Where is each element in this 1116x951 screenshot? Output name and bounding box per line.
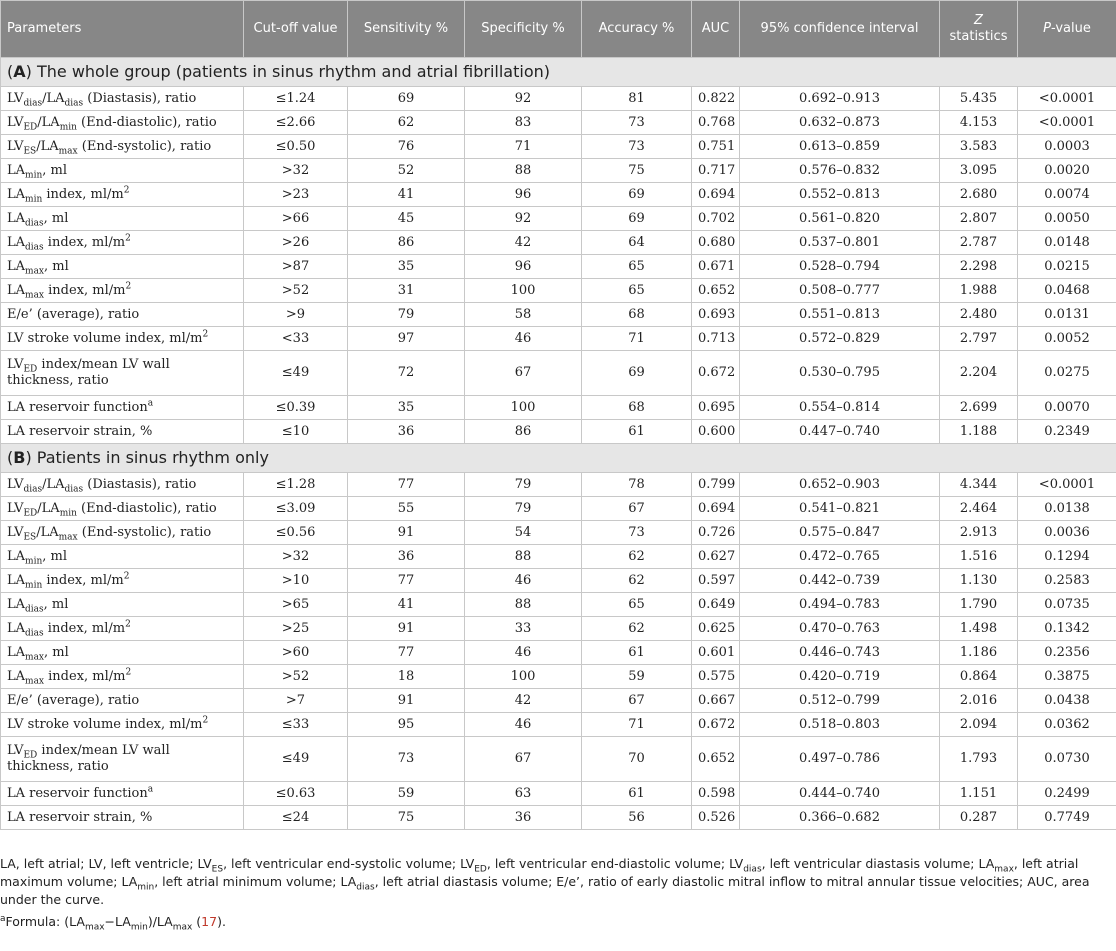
accuracy-cell: 73 [582,135,692,159]
cutoff-cell: >65 [244,593,348,617]
z-cell: 1.188 [940,420,1018,444]
auc-cell: 0.694 [692,183,740,207]
table-row [1,255,1116,279]
parameter-cell: LA reservoir strain, % [1,806,244,830]
parameter-cell: $LA_{max}$, ml [1,641,244,665]
z-cell: 2.094 [940,713,1018,737]
ci-cell: 0.366–0.682 [740,806,940,830]
table-row [1,569,1116,593]
sensitivity-cell: 86 [348,231,465,255]
sensitivity-cell: 79 [348,303,465,327]
ci-cell: 0.518–0.803 [740,713,940,737]
accuracy-cell: 65 [582,593,692,617]
table-row [1,473,1116,497]
p-value-cell: 0.0074 [1018,183,1116,207]
z-cell: 1.186 [940,641,1018,665]
sensitivity-cell: 73 [348,737,465,782]
ci-cell: 0.472–0.765 [740,545,940,569]
table-row [1,641,1116,665]
accuracy-cell: 59 [582,665,692,689]
cutoff-cell: >25 [244,617,348,641]
z-cell: 1.516 [940,545,1018,569]
ci-cell: 0.420–0.719 [740,665,940,689]
section-title: (A) The whole group (patients in sinus rhythm and atrial fibrillation) [1,58,1116,87]
specificity-cell: 92 [465,207,582,231]
specificity-cell: 96 [465,255,582,279]
table-row [1,327,1116,351]
specificity-cell: 79 [465,497,582,521]
parameter-cell: $LA_{max}$, ml [1,255,244,279]
sensitivity-cell: 97 [348,327,465,351]
accuracy-cell: 65 [582,279,692,303]
p-value-cell: 0.0275 [1018,351,1116,396]
auc-cell: 0.575 [692,665,740,689]
specificity-cell: 42 [465,689,582,713]
ci-cell: 0.444–0.740 [740,782,940,806]
cutoff-cell: ≤33 [244,713,348,737]
parameter-cell: $LV_{ED}$ index/mean LV wall thickness, ratio [1,351,244,396]
ci-cell: 0.442–0.739 [740,569,940,593]
auc-cell: 0.822 [692,87,740,111]
ci-cell: 0.528–0.794 [740,255,940,279]
parameter-cell: $LV_{dias}/LA_{dias}$ (Diastasis), ratio [1,87,244,111]
cutoff-cell: >9 [244,303,348,327]
p-value-cell: 0.0138 [1018,497,1116,521]
auc-cell: 0.627 [692,545,740,569]
parameter-cell: $LV_{ED}/LA_{min}$ (End-diastolic), ratio [1,111,244,135]
ci-cell: 0.561–0.820 [740,207,940,231]
cutoff-cell: ≤3.09 [244,497,348,521]
specificity-cell: 88 [465,593,582,617]
z-cell: 4.153 [940,111,1018,135]
table-row [1,303,1116,327]
cutoff-cell: >52 [244,665,348,689]
sensitivity-cell: 18 [348,665,465,689]
auc-cell: 0.598 [692,782,740,806]
auc-cell: 0.768 [692,111,740,135]
sensitivity-cell: 75 [348,806,465,830]
accuracy-cell: 75 [582,159,692,183]
cutoff-cell: >26 [244,231,348,255]
auc-cell: 0.625 [692,617,740,641]
ci-cell: 0.575–0.847 [740,521,940,545]
specificity-cell: 67 [465,737,582,782]
p-value-cell: 0.0036 [1018,521,1116,545]
section-title: (B) Patients in sinus rhythm only [1,444,1116,473]
parameter-cell: $LA_{min}$, ml [1,159,244,183]
ci-cell: 0.552–0.813 [740,183,940,207]
cutoff-cell: ≤0.63 [244,782,348,806]
parameter-cell: $LV_{dias}/LA_{dias}$ (Diastasis), ratio [1,473,244,497]
accuracy-cell: 62 [582,545,692,569]
specificity-cell: 33 [465,617,582,641]
z-cell: 2.787 [940,231,1018,255]
specificity-cell: 86 [465,420,582,444]
table-row [1,396,1116,420]
specificity-cell: 42 [465,231,582,255]
auc-cell: 0.600 [692,420,740,444]
p-value-cell: 0.7749 [1018,806,1116,830]
cutoff-cell: ≤1.24 [244,87,348,111]
z-cell: 1.988 [940,279,1018,303]
auc-cell: 0.751 [692,135,740,159]
col-accuracy: Accuracy % [582,1,692,58]
table-row [1,665,1116,689]
p-value-cell: 0.2583 [1018,569,1116,593]
accuracy-cell: 69 [582,351,692,396]
accuracy-cell: 69 [582,183,692,207]
p-value-cell: 0.0050 [1018,207,1116,231]
cutoff-cell: <33 [244,327,348,351]
p-value-cell: 0.0438 [1018,689,1116,713]
p-value-cell: 0.0148 [1018,231,1116,255]
accuracy-cell: 73 [582,111,692,135]
ci-cell: 0.551–0.813 [740,303,940,327]
specificity-cell: 46 [465,569,582,593]
ci-cell: 0.541–0.821 [740,497,940,521]
p-value-cell: <0.0001 [1018,87,1116,111]
cutoff-cell: ≤2.66 [244,111,348,135]
cutoff-cell: ≤10 [244,420,348,444]
ci-cell: 0.692–0.913 [740,87,940,111]
p-value-cell: 0.0070 [1018,396,1116,420]
accuracy-cell: 73 [582,521,692,545]
z-cell: 2.480 [940,303,1018,327]
z-cell: 3.095 [940,159,1018,183]
cutoff-cell: >32 [244,545,348,569]
specificity-cell: 46 [465,713,582,737]
accuracy-cell: 81 [582,87,692,111]
p-value-cell: 0.0215 [1018,255,1116,279]
z-cell: 1.790 [940,593,1018,617]
table-row [1,617,1116,641]
z-cell: 0.287 [940,806,1018,830]
auc-cell: 0.799 [692,473,740,497]
table-row [1,159,1116,183]
auc-cell: 0.671 [692,255,740,279]
col-z: Z statistics [940,1,1018,58]
z-cell: 0.864 [940,665,1018,689]
sensitivity-cell: 36 [348,420,465,444]
sensitivity-cell: 62 [348,111,465,135]
z-cell: 2.797 [940,327,1018,351]
cutoff-cell: >10 [244,569,348,593]
col-auc: AUC [692,1,740,58]
accuracy-cell: 70 [582,737,692,782]
accuracy-cell: 61 [582,641,692,665]
specificity-cell: 96 [465,183,582,207]
table-row [1,135,1116,159]
parameter-cell: LA reservoir function$^a$ [1,782,244,806]
specificity-cell: 54 [465,521,582,545]
ci-cell: 0.613–0.859 [740,135,940,159]
specificity-cell: 58 [465,303,582,327]
ci-cell: 0.508–0.777 [740,279,940,303]
table-row [1,521,1116,545]
specificity-cell: 88 [465,545,582,569]
auc-cell: 0.695 [692,396,740,420]
sensitivity-cell: 36 [348,545,465,569]
auc-cell: 0.713 [692,327,740,351]
z-cell: 5.435 [940,87,1018,111]
table-row [1,782,1116,806]
parameter-cell: E/e’ (average), ratio [1,689,244,713]
specificity-cell: 63 [465,782,582,806]
cutoff-cell: >52 [244,279,348,303]
ci-cell: 0.447–0.740 [740,420,940,444]
p-value-cell: 0.0003 [1018,135,1116,159]
z-cell: 1.151 [940,782,1018,806]
p-value-cell: <0.0001 [1018,111,1116,135]
cutoff-cell: >32 [244,159,348,183]
ci-cell: 0.494–0.783 [740,593,940,617]
cutoff-cell: >23 [244,183,348,207]
specificity-cell: 71 [465,135,582,159]
z-cell: 2.016 [940,689,1018,713]
table-row [1,689,1116,713]
specificity-cell: 79 [465,473,582,497]
p-value-cell: 0.2499 [1018,782,1116,806]
z-cell: 2.807 [940,207,1018,231]
accuracy-cell: 62 [582,617,692,641]
ci-cell: 0.632–0.873 [740,111,940,135]
ci-cell: 0.576–0.832 [740,159,940,183]
reference-link[interactable]: 17 [201,914,218,929]
sensitivity-cell: 35 [348,396,465,420]
section-header [1,58,1116,87]
parameter-cell: $LA_{dias}$, ml [1,593,244,617]
auc-cell: 0.694 [692,497,740,521]
accuracy-cell: 61 [582,782,692,806]
parameter-cell: $LA_{dias}$, ml [1,207,244,231]
parameter-cell: LV stroke volume index, $ml/m^2$ [1,713,244,737]
p-value-cell: 0.0362 [1018,713,1116,737]
z-cell: 3.583 [940,135,1018,159]
cutoff-cell: ≤49 [244,737,348,782]
z-cell: 2.204 [940,351,1018,396]
ci-cell: 0.554–0.814 [740,396,940,420]
p-value-cell: 0.2356 [1018,641,1116,665]
table-row [1,279,1116,303]
specificity-cell: 92 [465,87,582,111]
z-cell: 2.699 [940,396,1018,420]
auc-cell: 0.649 [692,593,740,617]
accuracy-cell: 71 [582,713,692,737]
col-ci: 95% confidence interval [740,1,940,58]
ci-cell: 0.470–0.763 [740,617,940,641]
sensitivity-cell: 91 [348,617,465,641]
ci-cell: 0.652–0.903 [740,473,940,497]
sensitivity-cell: 91 [348,689,465,713]
header-row [1,1,1116,58]
table-row [1,111,1116,135]
table-row [1,207,1116,231]
p-value-cell: 0.1294 [1018,545,1116,569]
col-parameters: Parameters [1,1,244,58]
parameter-cell: $LV_{ED}$ index/mean LV wall thickness, ratio [1,737,244,782]
table-row [1,87,1116,111]
sensitivity-cell: 76 [348,135,465,159]
sensitivity-cell: 41 [348,593,465,617]
z-cell: 2.680 [940,183,1018,207]
parameter-cell: $LA_{min}$, ml [1,545,244,569]
z-cell: 1.498 [940,617,1018,641]
accuracy-cell: 68 [582,303,692,327]
sensitivity-cell: 35 [348,255,465,279]
parameter-cell: LV stroke volume index, $ml/m^2$ [1,327,244,351]
specificity-cell: 100 [465,396,582,420]
p-value-cell: 0.1342 [1018,617,1116,641]
p-value-cell: 0.0131 [1018,303,1116,327]
z-cell: 2.464 [940,497,1018,521]
auc-cell: 0.680 [692,231,740,255]
specificity-cell: 46 [465,641,582,665]
auc-cell: 0.672 [692,713,740,737]
table-row [1,420,1116,444]
specificity-cell: 67 [465,351,582,396]
specificity-cell: 100 [465,665,582,689]
sensitivity-cell: 72 [348,351,465,396]
p-value-cell: 0.0020 [1018,159,1116,183]
p-value-cell: 0.2349 [1018,420,1116,444]
cutoff-cell: >87 [244,255,348,279]
parameter-cell: $LA_{max}$ index, $ml/m^2$ [1,665,244,689]
ci-cell: 0.446–0.743 [740,641,940,665]
accuracy-cell: 67 [582,689,692,713]
ci-cell: 0.497–0.786 [740,737,940,782]
accuracy-cell: 56 [582,806,692,830]
cutoff-cell: ≤0.56 [244,521,348,545]
z-cell: 2.298 [940,255,1018,279]
auc-cell: 0.672 [692,351,740,396]
col-p: P-value [1018,1,1116,58]
cutoff-cell: ≤0.39 [244,396,348,420]
table-row [1,737,1116,782]
cutoff-cell: >60 [244,641,348,665]
parameter-cell: $LA_{max}$ index, $ml/m^2$ [1,279,244,303]
p-value-cell: 0.0052 [1018,327,1116,351]
sensitivity-cell: 77 [348,473,465,497]
ci-cell: 0.530–0.795 [740,351,940,396]
cutoff-cell: ≤24 [244,806,348,830]
sensitivity-cell: 55 [348,497,465,521]
specificity-cell: 88 [465,159,582,183]
accuracy-cell: 65 [582,255,692,279]
table-row [1,231,1116,255]
ci-cell: 0.537–0.801 [740,231,940,255]
auc-cell: 0.652 [692,737,740,782]
p-value-cell: 0.0735 [1018,593,1116,617]
sensitivity-cell: 45 [348,207,465,231]
parameter-cell: LA reservoir function$^a$ [1,396,244,420]
parameter-cell: LA reservoir strain, % [1,420,244,444]
accuracy-cell: 78 [582,473,692,497]
sensitivity-cell: 95 [348,713,465,737]
p-value-cell: 0.0468 [1018,279,1116,303]
specificity-cell: 46 [465,327,582,351]
auc-cell: 0.667 [692,689,740,713]
auc-cell: 0.526 [692,806,740,830]
accuracy-cell: 67 [582,497,692,521]
z-cell: 1.130 [940,569,1018,593]
col-cutoff: Cut-off value [244,1,348,58]
specificity-cell: 100 [465,279,582,303]
sensitivity-cell: 59 [348,782,465,806]
sensitivity-cell: 41 [348,183,465,207]
table-row [1,497,1116,521]
parameter-cell: $LA_{min}$ index, $ml/m^2$ [1,569,244,593]
auc-cell: 0.597 [692,569,740,593]
auc-cell: 0.693 [692,303,740,327]
z-cell: 4.344 [940,473,1018,497]
auc-cell: 0.726 [692,521,740,545]
ci-cell: 0.572–0.829 [740,327,940,351]
table-row [1,351,1116,396]
auc-cell: 0.717 [692,159,740,183]
auc-cell: 0.702 [692,207,740,231]
parameter-cell: $LV_{ED}/LA_{min}$ (End-diastolic), ratio [1,497,244,521]
cutoff-cell: ≤0.50 [244,135,348,159]
section-header [1,444,1116,473]
accuracy-cell: 71 [582,327,692,351]
cutoff-cell: ≤1.28 [244,473,348,497]
sensitivity-cell: 52 [348,159,465,183]
table-body [1,58,1116,830]
col-sensitivity: Sensitivity % [348,1,465,58]
p-value-cell: 0.0730 [1018,737,1116,782]
sensitivity-cell: 91 [348,521,465,545]
sensitivity-cell: 77 [348,569,465,593]
cutoff-cell: ≤49 [244,351,348,396]
p-value-cell: <0.0001 [1018,473,1116,497]
specificity-cell: 36 [465,806,582,830]
accuracy-cell: 69 [582,207,692,231]
cutoff-cell: >66 [244,207,348,231]
accuracy-cell: 61 [582,420,692,444]
parameter-cell: $LA_{min}$ index, $ml/m^2$ [1,183,244,207]
table-row [1,713,1116,737]
p-value-cell: 0.3875 [1018,665,1116,689]
parameter-cell: $LV_{ES}/LA_{max}$ (End-systolic), ratio [1,521,244,545]
accuracy-cell: 68 [582,396,692,420]
z-cell: 1.793 [940,737,1018,782]
parameter-cell: $LA_{dias}$ index, $ml/m^2$ [1,231,244,255]
table-row [1,806,1116,830]
sensitivity-cell: 31 [348,279,465,303]
ci-cell: 0.512–0.799 [740,689,940,713]
sensitivity-cell: 69 [348,87,465,111]
z-cell: 2.913 [940,521,1018,545]
auc-cell: 0.652 [692,279,740,303]
accuracy-cell: 62 [582,569,692,593]
cutoff-cell: >7 [244,689,348,713]
parameter-cell: $LV_{ES}/LA_{max}$ (End-systolic), ratio [1,135,244,159]
table-row [1,183,1116,207]
col-specificity: Specificity % [465,1,582,58]
auc-cell: 0.601 [692,641,740,665]
table-row [1,545,1116,569]
formula-footnote: $^a$Formula: $(LA_{max}-LA_{min})/LA_{max}$ (17). [0,913,226,933]
specificity-cell: 83 [465,111,582,135]
accuracy-cell: 64 [582,231,692,255]
table-row [1,593,1116,617]
parameter-cell: E/e’ (average), ratio [1,303,244,327]
parameter-cell: $LA_{dias}$ index, $ml/m^2$ [1,617,244,641]
abbreviations-footnote: LA, left atrial; LV, left ventricle; $LV_{ES}$, left ventricular end-systolic volume; $LV_{ED}$, left ventricular end-diastolic volume; $LV_{dias}$, left ventricular diastasis volume; $LA_{max}$, left atrial maximum volume; $LA_{min}$, left atrial minimum volume; $LA_{dias}$, left atrial diastasis volume; E/e’, ratio of early diastolic mitral inflow to mitral annular tissue velocities; AUC, area under the curve. [0,856,1090,907]
sensitivity-cell: 77 [348,641,465,665]
